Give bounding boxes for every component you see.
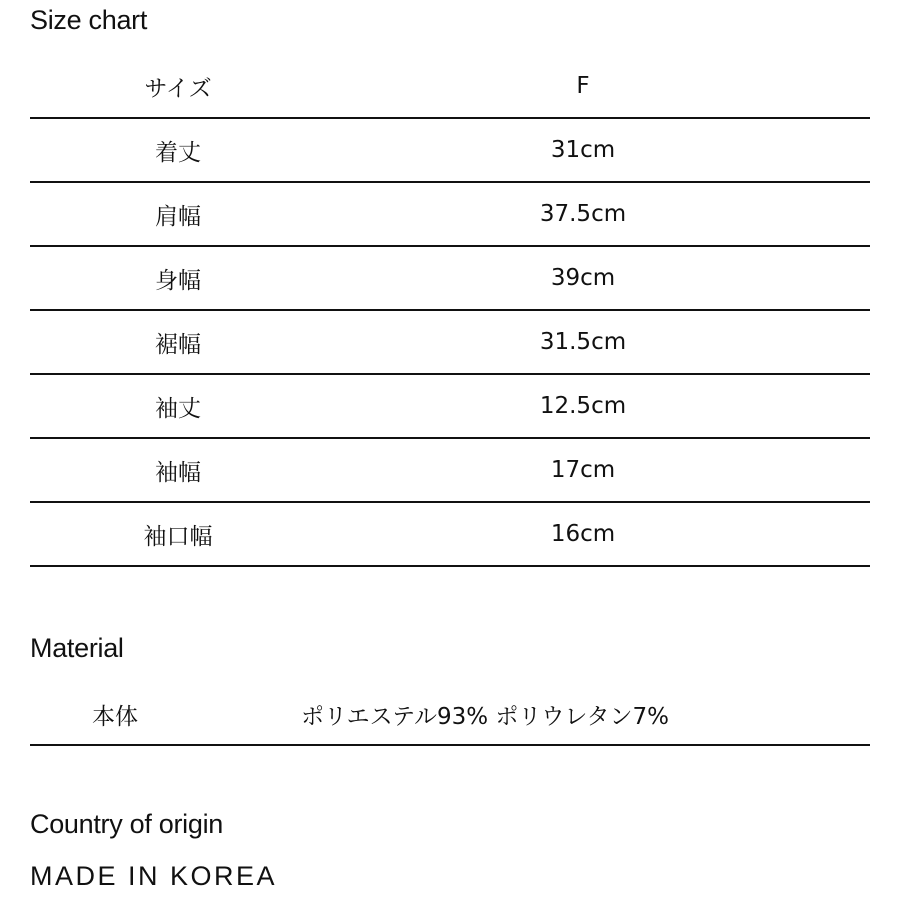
measurement-label: 肩幅 [155, 203, 201, 230]
material-value: ポリエステル93% ポリウレタン7% [301, 703, 669, 730]
table-row [30, 439, 870, 503]
measurement-value: 31.5cm [539, 329, 627, 355]
table-row [30, 311, 870, 375]
measurement-value: 37.5cm [539, 201, 627, 227]
measurement-value: 31cm [550, 137, 616, 163]
size-header-label: サイズ [144, 75, 212, 102]
origin-title: Country of origin [30, 809, 223, 839]
measurement-label: 袖口幅 [143, 523, 213, 550]
origin-value: MADE IN KOREA [30, 861, 278, 891]
table-row [30, 247, 870, 311]
measurement-value: 12.5cm [539, 393, 627, 419]
size-header-row [30, 55, 870, 119]
measurement-value: 17cm [550, 457, 616, 483]
material-row [30, 684, 870, 746]
measurement-value: 39cm [550, 265, 616, 291]
measurement-label: 身幅 [155, 267, 201, 294]
measurement-label: 袖幅 [155, 459, 201, 486]
size-header-value: F [576, 73, 590, 99]
table-row [30, 119, 870, 183]
measurement-value: 16cm [550, 521, 616, 547]
material-title: Material [30, 633, 124, 663]
table-row [30, 183, 870, 247]
size-chart-title: Size chart [30, 5, 148, 35]
measurement-label: 袖丈 [155, 395, 201, 422]
size-chart-table [30, 55, 870, 567]
measurement-label: 裾幅 [155, 331, 201, 358]
table-row [30, 375, 870, 439]
material-label: 本体 [92, 703, 138, 730]
table-row [30, 503, 870, 567]
measurement-label: 着丈 [155, 139, 201, 166]
